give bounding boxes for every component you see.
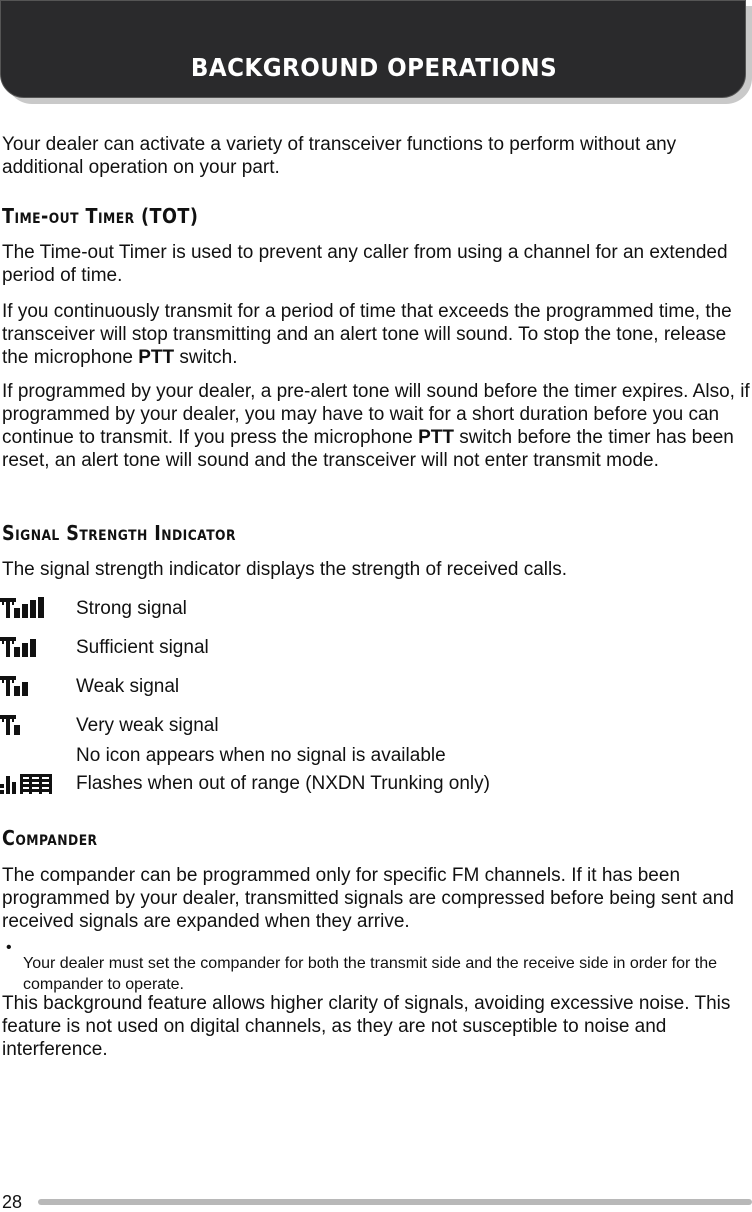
section-heading-tot: Time-out Timer (TOT) bbox=[2, 204, 199, 228]
page-title: BACKGROUND OPERATIONS bbox=[190, 53, 558, 82]
signal-very-weak-icon bbox=[0, 714, 46, 738]
footer-rule bbox=[38, 1199, 752, 1205]
section-heading-signal: Signal Strength Indicator bbox=[2, 521, 236, 545]
signal-list-item bbox=[0, 772, 752, 802]
header-banner bbox=[0, 0, 746, 98]
signal-list-item bbox=[0, 714, 752, 744]
ptt-key-label: PTT bbox=[418, 427, 454, 448]
intro-paragraph: Your dealer can activate a variety of transceiver functions to perform without any additional operation on your part. bbox=[2, 134, 677, 178]
signal-weak-icon bbox=[0, 675, 46, 699]
page-number: 28 bbox=[2, 1192, 23, 1212]
signal-list-item bbox=[0, 744, 752, 774]
signal-item-label: No icon appears when no signal is available bbox=[76, 745, 446, 766]
tot-paragraph-3: If programmed by your dealer, a pre-alert tone will sound before the timer expires. Also, if programmed by your dealer, you may have to wait for a short duration before you can continue to transmit. If you press the microphone PTT switch before the timer has been reset, an alert tone will sound and the transceiver will not enter transmit mode. bbox=[2, 381, 750, 471]
signal-intro: The signal strength indicator displays the strength of received calls. bbox=[2, 559, 568, 580]
signal-item-label: Strong signal bbox=[76, 598, 187, 619]
bullet-marker: • bbox=[6, 939, 12, 956]
tot-paragraph-1: The Time-out Timer is used to prevent any caller from using a channel for an extended period of time. bbox=[2, 242, 728, 286]
signal-list-item bbox=[0, 675, 752, 705]
section-heading-compander: Compander bbox=[2, 826, 98, 850]
compander-note: Your dealer must set the compander for both the transmit side and the receive side in order for the compander to operate. bbox=[23, 955, 718, 993]
signal-strong-icon bbox=[0, 597, 46, 621]
compander-paragraph-1: The compander can be programmed only for specific FM channels. If it has been programmed by your dealer, transmitted signals are compressed before being sent and received signals are expanded when they arrive. bbox=[2, 865, 734, 932]
compander-paragraph-2: This background feature allows higher clarity of signals, avoiding excessive noise. This feature is not used on digital channels, as they are not susceptible to noise and interference. bbox=[2, 993, 731, 1060]
ptt-key-label: PTT bbox=[138, 347, 175, 368]
signal-item-label: Flashes when out of range (NXDN Trunking only) bbox=[76, 773, 490, 794]
tot-paragraph-2: If you continuously transmit for a period of time that exceeds the programmed time, the transceiver will stop transmitting and an alert tone will sound. To stop the tone, release the microphone PTT switch. bbox=[2, 301, 732, 368]
signal-item-label: Weak signal bbox=[76, 676, 180, 697]
signal-sufficient-icon bbox=[0, 636, 46, 660]
out-of-range-icon bbox=[0, 772, 56, 798]
signal-item-label: Very weak signal bbox=[76, 715, 219, 736]
signal-list-item bbox=[0, 597, 752, 627]
signal-list-item bbox=[0, 636, 752, 666]
signal-item-label: Sufficient signal bbox=[76, 637, 209, 658]
